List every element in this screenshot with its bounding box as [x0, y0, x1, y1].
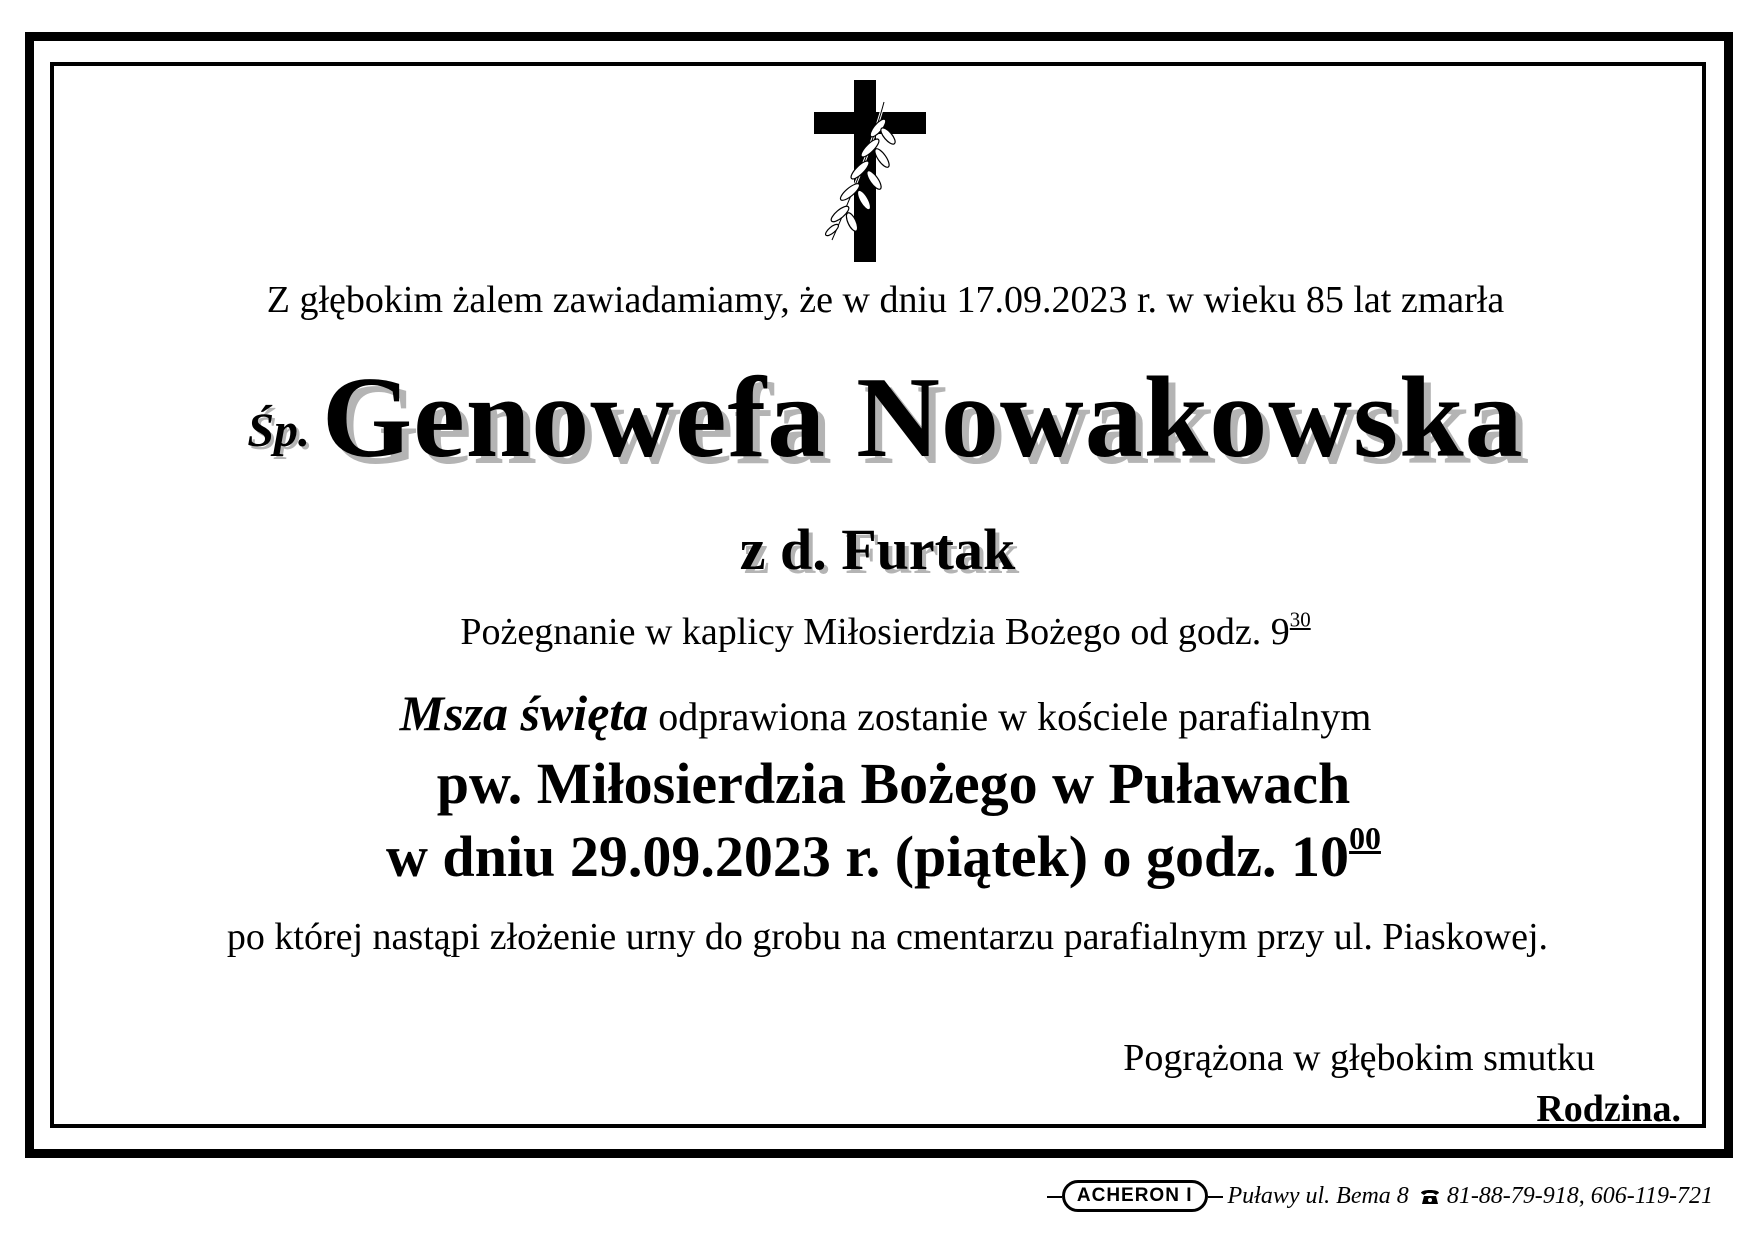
funeral-date	[6, 820, 1755, 890]
mourning-text: Pogrążona w głębokim smutku	[1123, 1037, 1595, 1079]
mass-label: Msza święta	[399, 685, 649, 741]
deceased-name-line	[8, 352, 1755, 485]
farewell-minutes: 30	[1289, 607, 1311, 632]
burial-info: po której nastąpi złożenie urny do grobu na cmentarzu parafialnym przy ul. Piaskowej.	[226, 916, 1549, 958]
cross-with-palm-icon	[814, 80, 926, 262]
farewell-text: Pożegnanie w kaplicy Miłosierdzia Bożego od godz. 9	[460, 611, 1290, 653]
family-signature: Rodzina.	[1536, 1088, 1681, 1130]
church-name: pw. Miłosierdzia Bożego w Puławach	[436, 751, 1351, 816]
deceased-name: Genowefa Nowakowska	[322, 354, 1524, 482]
phone-icon	[1419, 1187, 1441, 1205]
funeral-home-footer	[1062, 1180, 1713, 1212]
name-prefix: Śp.	[247, 404, 311, 457]
intro-text: Z głębokim żalem zawiadamiamy, że w dniu 17.09.2023 r. w wieku 85 lat zmarła	[266, 279, 1505, 321]
farewell-info	[8, 607, 1755, 654]
mass-text: odprawiona zostanie w kościele parafialnym	[648, 694, 1372, 739]
funeral-home-address: Puławy ul. Bema 8	[1227, 1182, 1409, 1209]
mass-info	[8, 684, 1755, 742]
maiden-name: z d. Furtak	[739, 517, 1016, 582]
funeral-home-phones: 81-88-79-918, 606-119-721	[1446, 1182, 1713, 1209]
funeral-home-logo: ACHERON I	[1062, 1180, 1208, 1212]
funeral-minutes: 00	[1349, 820, 1381, 856]
funeral-date-text: w dniu 29.09.2023 r. (piątek) o godz. 10	[386, 824, 1350, 889]
